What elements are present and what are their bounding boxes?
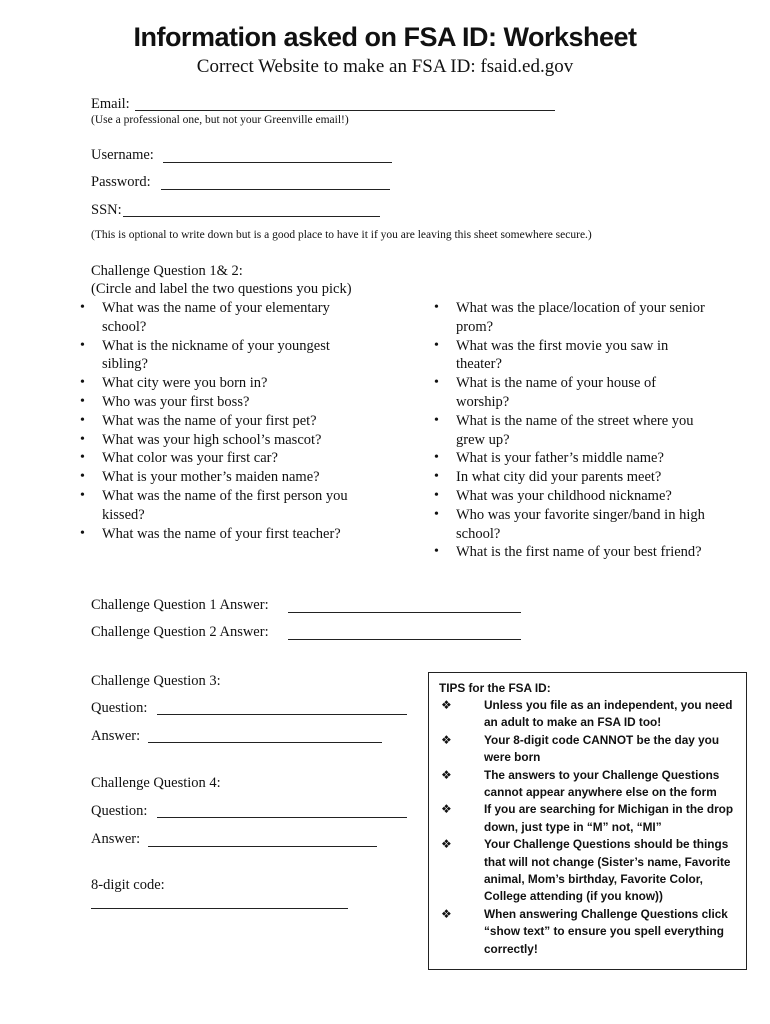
list-item[interactable]: • What was the name of your first teacher? [80,525,370,544]
password-label: Password: [91,174,151,190]
q3-heading: Challenge Question 3: [91,673,221,689]
q3-answer-line[interactable] [148,742,382,743]
email-label: Email: [91,96,130,112]
tip-item [439,836,736,906]
answer1-line[interactable] [288,612,521,613]
list-item[interactable]: • What was the name of your elementary school? [80,299,370,337]
tip-text: If you are searching for Michigan in the drop down, just type in “M” not, “MI” [484,802,734,834]
list-item[interactable]: • What is your mother’s maiden name? [80,468,370,487]
list-item[interactable]: • What was your childhood nickname? [434,487,709,506]
list-item[interactable]: • What city were you born in? [80,374,370,393]
tip-item [439,732,736,767]
diamond-bullet-icon: ❖ [441,802,452,817]
tip-text: When answering Challenge Questions click “show text” to ensure you spell everything correctly! [484,906,728,956]
tip-text: Unless you file as an independent, you need an adult to make an FSA ID too! [484,698,733,730]
list-item[interactable]: • What is your father’s middle name? [434,449,709,468]
code-line[interactable] [91,908,348,909]
code-label: 8-digit code: [91,877,165,893]
email-note: (Use a professional one, but not your Greenville email!) [91,114,349,126]
list-item[interactable]: • What is the name of the street where you grew up? [434,412,709,450]
tips-list [439,697,736,958]
challenge-heading: Challenge Question 1& 2: [91,263,243,279]
tip-item [439,801,736,836]
right-question-list [434,299,709,562]
q3-answer-label: Answer: [91,728,141,744]
list-item[interactable]: • What is the name of your house of worship? [434,374,709,412]
q4-heading: Challenge Question 4: [91,775,221,791]
list-item[interactable]: • What was your high school’s mascot? [80,431,370,450]
q4-question-line[interactable] [157,817,407,818]
tip-text: Your Challenge Questions should be things that will not change (Sister’s name, Favorite animal, Mom’s birthday, Favorite Color, College attending (if you know)) [484,837,731,904]
tips-box [428,672,747,970]
ssn-label: SSN: [91,202,122,218]
page-title: Information asked on FSA ID: Worksheet [133,22,637,52]
tips-title: TIPS for the FSA ID: [439,681,551,695]
q4-question-label: Question: [91,803,148,819]
tip-item [439,697,736,732]
list-item[interactable]: • What was the name of your first pet? [80,412,370,431]
list-item[interactable]: • Who was your first boss? [80,393,370,412]
tip-item [439,906,736,958]
page-subtitle: Correct Website to make an FSA ID: fsaid.ed.gov [196,56,574,77]
diamond-bullet-icon: ❖ [441,906,452,921]
q3-question-label: Question: [91,700,148,716]
username-label: Username: [91,147,154,163]
diamond-bullet-icon: ❖ [441,837,452,852]
list-item[interactable]: • What color was your first car? [80,449,370,468]
answer2-line[interactable] [288,639,521,640]
answer1-label: Challenge Question 1 Answer: [91,597,269,613]
email-line[interactable] [135,110,555,111]
left-question-list [80,299,370,543]
list-item[interactable]: • What was the name of the first person you kissed? [80,487,370,525]
password-line[interactable] [161,189,390,190]
challenge-instruction: (Circle and label the two questions you pick) [91,281,352,297]
list-item[interactable]: • What is the nickname of your youngest sibling? [80,337,370,375]
ssn-line[interactable] [123,216,380,217]
list-item[interactable]: • What is the first name of your best friend? [434,543,709,562]
tip-item [439,767,736,802]
list-item[interactable]: • What was the first movie you saw in theater? [434,337,709,375]
ssn-note: (This is optional to write down but is a good place to have it if you are leaving this sheet somewhere secure.) [91,229,592,241]
diamond-bullet-icon: ❖ [441,767,452,782]
list-item[interactable]: • In what city did your parents meet? [434,468,709,487]
q3-question-line[interactable] [157,714,407,715]
list-item[interactable]: • Who was your favorite singer/band in high school? [434,506,709,544]
tip-text: Your 8-digit code CANNOT be the day you were born [484,732,720,765]
username-line[interactable] [163,162,392,163]
q4-answer-line[interactable] [148,846,377,847]
list-item[interactable]: • What was the place/location of your senior prom? [434,299,709,337]
diamond-bullet-icon: ❖ [441,732,452,747]
tip-text: The answers to your Challenge Questions cannot appear anywhere else on the form [484,767,720,800]
answer2-label: Challenge Question 2 Answer: [91,624,269,640]
diamond-bullet-icon: ❖ [441,698,452,712]
q4-answer-label: Answer: [91,831,141,847]
